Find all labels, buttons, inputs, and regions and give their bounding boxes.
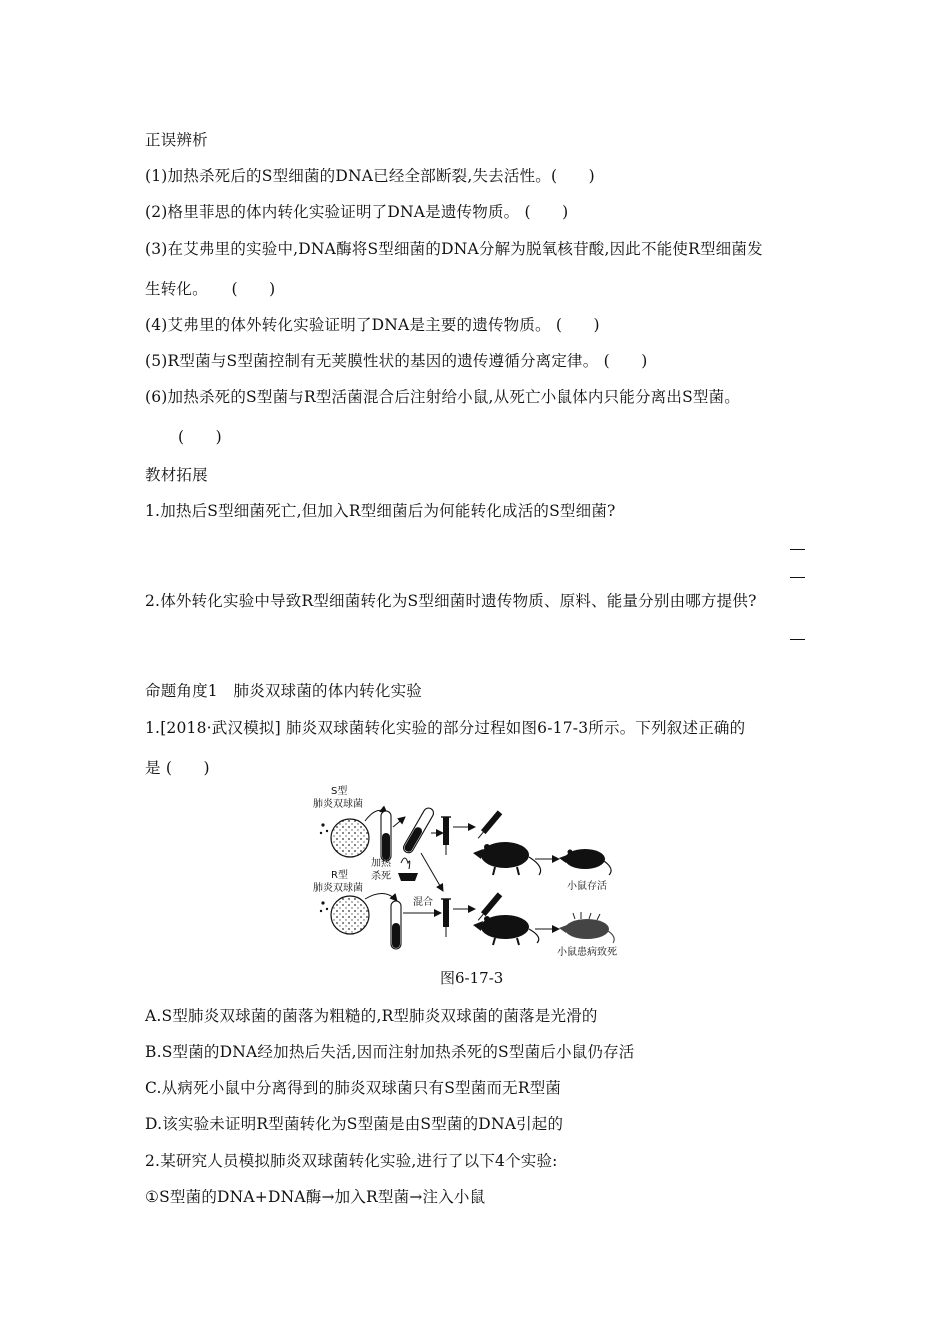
syringe-icon — [441, 817, 451, 855]
option-c: C.从病死小鼠中分离得到的肺炎双球菌只有S型菌而无R型菌 — [145, 1079, 562, 1097]
s-strain-label: S型 — [331, 786, 348, 797]
r-strain-label-2: 肺炎双球菌 — [313, 883, 363, 894]
question-1-line-1: 1.[2018·武汉模拟] 肺炎双球菌转化实验的部分过程如图6-17-3所示。下列叙述正确的 — [145, 719, 746, 737]
mouse-alive-label: 小鼠存活 — [567, 881, 607, 892]
section-heading-extension: 教材拓展 — [145, 466, 208, 484]
s-culture-dish — [320, 819, 369, 857]
section-heading-angle: 命题角度1 肺炎双球菌的体内转化实验 — [145, 682, 422, 700]
option-b: B.S型菌的DNA经加热后失活,因而注射加热杀死的S型菌后小鼠仍存活 — [145, 1043, 635, 1061]
kill-label: 杀死 — [371, 871, 391, 882]
experiment-figure — [305, 783, 645, 963]
answer-blank-line — [790, 549, 805, 550]
r-culture-tube — [391, 901, 401, 949]
judgement-item-3-continued: 生转化。 ( ) — [145, 280, 276, 298]
heat-label: 加热 — [371, 858, 391, 869]
syringe-icon — [441, 899, 451, 937]
syringe-icon — [476, 810, 502, 840]
r-strain-label: R型 — [331, 870, 348, 881]
answer-blank-line — [790, 577, 805, 578]
r-culture-dish — [320, 896, 369, 934]
s-strain-label-2: 肺炎双球菌 — [313, 799, 363, 810]
answer-blank-line — [790, 639, 805, 640]
judgement-item-6-answer: ( ) — [178, 428, 222, 446]
option-d: D.该实验未证明R型菌转化为S型菌是由S型菌的DNA引起的 — [145, 1115, 564, 1133]
mouse-icon — [473, 915, 539, 945]
dead-mouse-icon — [559, 912, 614, 943]
judgement-item-6: (6)加热杀死的S型菌与R型活菌混合后注射给小鼠,从死亡小鼠体内只能分离出S型菌。 — [145, 388, 740, 406]
mix-label: 混合 — [413, 897, 433, 908]
judgement-item-2: (2)格里菲思的体内转化实验证明了DNA是遗传物质。 ( ) — [145, 203, 569, 221]
extension-question-1: 1.加热后S型细菌死亡,但加入R型细菌后为何能转化成活的S型细菌? — [145, 502, 616, 520]
s-culture-tube — [381, 811, 391, 861]
extension-question-2: 2.体外转化实验中导致R型细菌转化为S型细菌时遗传物质、原料、能量分别由哪方提供? — [145, 592, 757, 610]
mouse-icon — [473, 842, 541, 875]
mouse-dead-label: 小鼠患病致死 — [557, 947, 617, 958]
judgement-item-3: (3)在艾弗里的实验中,DNA酶将S型细菌的DNA分解为脱氧核苷酸,因此不能使R型细菌发 — [145, 240, 763, 258]
question-2-item-1: ①S型菌的DNA+DNA酶→加入R型菌→注入小鼠 — [145, 1188, 486, 1206]
question-2: 2.某研究人员模拟肺炎双球菌转化实验,进行了以下4个实验: — [145, 1152, 558, 1170]
surviving-mouse-icon — [559, 849, 611, 875]
judgement-item-5: (5)R型菌与S型菌控制有无荚膜性状的基因的遗传遵循分离定律。 ( ) — [145, 352, 648, 370]
judgement-item-1: (1)加热杀死后的S型细菌的DNA已经全部断裂,失去活性。( ) — [145, 167, 595, 185]
option-a: A.S型肺炎双球菌的菌落为粗糙的,R型肺炎双球菌的菌落是光滑的 — [145, 1007, 598, 1025]
judgement-item-4: (4)艾弗里的体外转化实验证明了DNA是主要的遗传物质。 ( ) — [145, 316, 600, 334]
question-1-line-2: 是 ( ) — [145, 759, 210, 777]
section-heading-judgement: 正误辨析 — [145, 131, 208, 149]
burner-icon — [398, 858, 418, 881]
heated-tube — [402, 806, 436, 854]
figure-caption: 图6-17-3 — [440, 969, 504, 987]
